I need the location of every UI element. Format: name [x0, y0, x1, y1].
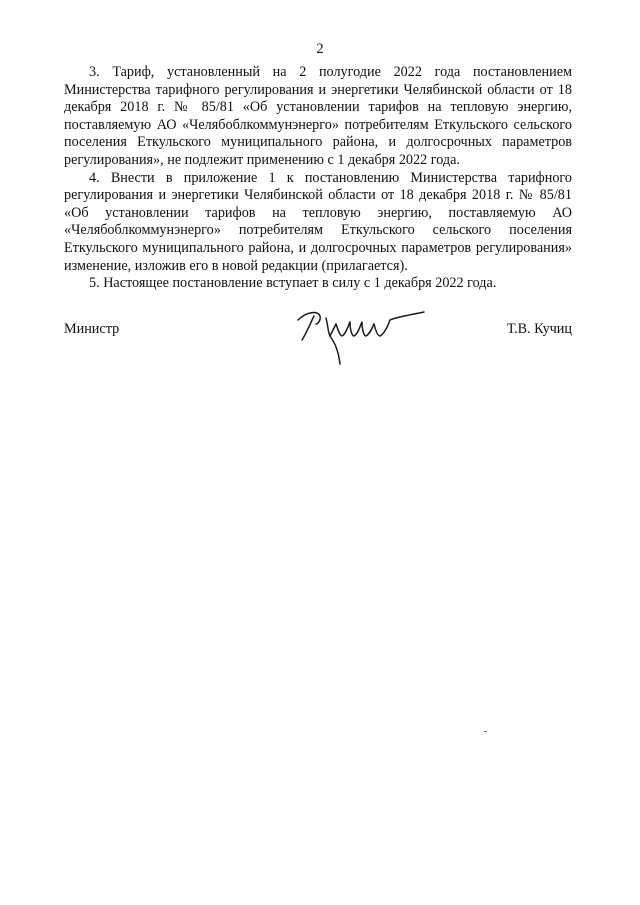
- signature-block: [64, 302, 572, 377]
- paragraph-5: 5. Настоящее постановление вступает в силу с 1 декабря 2022 года.: [89, 275, 497, 292]
- handwritten-signature-icon: [284, 302, 434, 374]
- signatory-name: Т.В. Кучиц: [506, 321, 572, 337]
- document-body: [64, 64, 572, 293]
- page-number: 2: [316, 41, 324, 57]
- signatory-role: Министр: [64, 321, 120, 337]
- scan-speck: [484, 731, 487, 732]
- paragraph-4: 4. Внести в приложение 1 к постановлению Министерства тарифного регулирования и энергетики Челябинской области от 18 декабря 2018 г. № 85/81 «Об установлении тарифов на тепловую энергию, поставляемую АО «Челябоблкоммунэнерго» потребителям Еткульского сельского поселения Еткульского муниципального района, и долгосрочных параметров регулирования» изменение, изложив его в новой редакции (прилагается).: [64, 169, 572, 274]
- paragraph-3: 3. Тариф, установленный на 2 полугодие 2022 года постановлением Министерства тарифного регулирования и энергетики Челябинской области от 18 декабря 2018 г. № 85/81 «Об установлении тарифов на тепловую энергию, поставляемую АО «Челябоблкоммунэнерго» потребителям Еткульского сельского поселения Еткульского муниципального района, и долгосрочных параметров регулирования», не подлежит применению с 1 декабря 2022 года.: [64, 64, 572, 168]
